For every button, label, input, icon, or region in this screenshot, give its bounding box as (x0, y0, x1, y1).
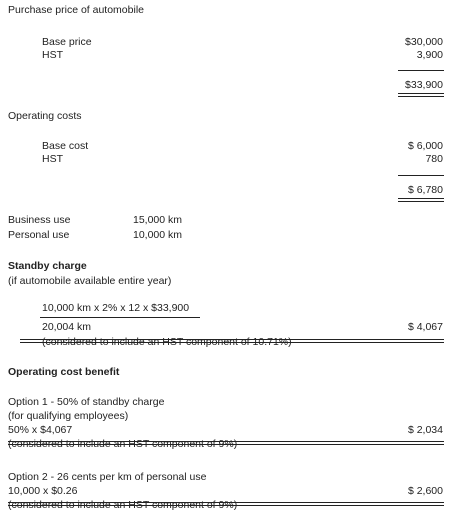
operating-base-value: $ 6,000 (407, 140, 443, 152)
standby-fraction-bar (40, 317, 200, 318)
operating-hst-label: HST (42, 153, 63, 165)
option2-calculation: 10,000 x $0.26 (8, 485, 78, 497)
personal-use-label: Personal use (8, 229, 70, 241)
operating-base-label: Base cost (42, 140, 89, 152)
standby-value: $ 4,067 (407, 321, 443, 333)
option2-double-rule (8, 502, 444, 506)
benefit-heading: Operating cost benefit (8, 366, 120, 378)
operating-subtotal-rule (398, 175, 444, 176)
operating-total: $ 6,780 (407, 184, 443, 196)
standby-note: (if automobile available entire year) (8, 275, 172, 287)
purchase-subtotal-rule (398, 70, 444, 71)
purchase-base-value: $30,000 (405, 36, 443, 48)
standby-double-rule (20, 339, 444, 343)
purchase-total: $33,900 (405, 79, 443, 91)
purchase-base-label: Base price (42, 36, 92, 48)
standby-hst-note: (considered to include an HST component of 10.71%) (42, 336, 292, 348)
operating-heading: Operating costs (8, 110, 82, 122)
standby-denominator: 20,004 km (42, 321, 92, 333)
standby-numerator: 10,000 km x 2% x 12 x $33,900 (42, 302, 190, 314)
purchase-heading: Purchase price of automobile (8, 4, 144, 16)
option1-title: Option 1 - 50% of standby charge (8, 396, 165, 408)
option1-value: $ 2,034 (407, 424, 443, 436)
option1-calculation: 50% x $4,067 (8, 424, 73, 436)
operating-total-double-rule (398, 198, 444, 202)
purchase-total-double-rule (398, 93, 444, 97)
business-use-value: 15,000 km (133, 214, 183, 226)
option1-double-rule (8, 441, 444, 445)
purchase-hst-label: HST (42, 49, 63, 61)
standby-heading: Standby charge (8, 260, 87, 272)
option1-qualifier: (for qualifying employees) (8, 410, 129, 422)
purchase-hst-value: 3,900 (416, 49, 443, 61)
option2-title: Option 2 - 26 cents per km of personal use (8, 471, 207, 483)
option2-hst-note: (considered to include an HST component of 9%) (8, 499, 238, 511)
operating-hst-value: 780 (425, 153, 443, 165)
option1-hst-note: (considered to include an HST component of 9%) (8, 438, 238, 450)
option2-value: $ 2,600 (407, 485, 443, 497)
business-use-label: Business use (8, 214, 71, 226)
personal-use-value: 10,000 km (133, 229, 183, 241)
